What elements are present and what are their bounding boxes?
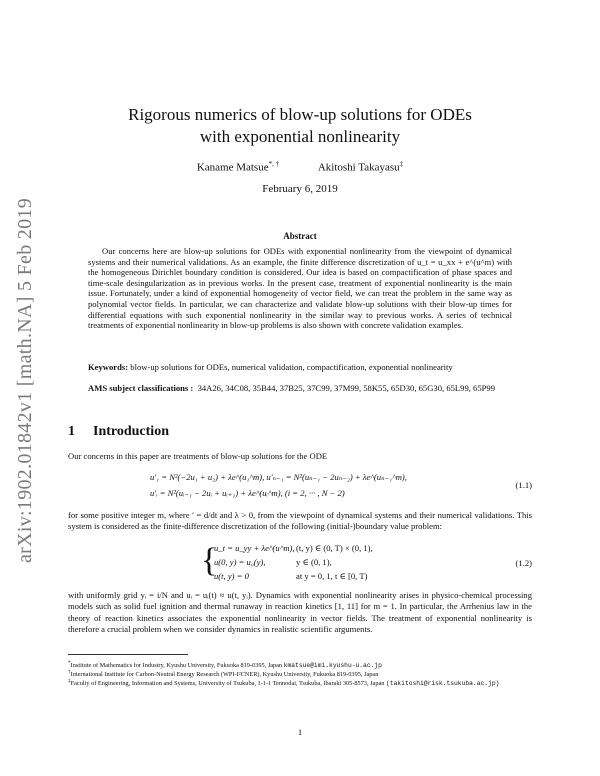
author-1 [197,160,279,174]
author-list [68,160,532,174]
section-title: Introduction [93,424,169,439]
paper-title [68,104,532,148]
footnote-3-text: Faculty of Engineering, Information and Systems, University of Tsukuba, 1-1-1 Tennodai, Tsukuba, Ibaraki 305-8573, Japan [70,680,387,688]
author-1-name: Kaname Matsue [196,161,269,174]
eq2-row-1-lhs: u_t = u_yy + λe^(u^m), [214,543,295,553]
footnote-1-text: Institute of Mathematics for Industry, Kyushu University, Fukuoka 819-0395, Japan [70,662,284,670]
eq2-row-1-cond: (t, y) ∈ (0, T) × (0, 1), [296,543,373,553]
footnote-3 [68,677,532,688]
eq1-line-2: u'ᵢ = N²(uᵢ₋₁ − 2uᵢ + uᵢ₊₁) + λe^(uᵢ^m), (i = 2, ··· , N − 2) [150,488,345,498]
footnote-1-email[interactable]: kmatsue@imi.kyushu-u.ac.jp [283,662,382,670]
eq1-tag: (1.1) [515,480,532,490]
section-heading [68,424,169,440]
keywords-label: Keywords: [88,362,129,372]
keywords [88,362,528,372]
eq2-brace: { [201,542,218,579]
author-2-mark: ‡ [399,160,404,168]
eq2-row-3-cond: at y = 0, 1, t ∈ [0, T) [296,571,368,581]
ams-classification [88,383,512,394]
page-number: 1 [297,727,303,737]
section-number: 1 [68,424,75,439]
abstract-heading: Abstract [283,231,317,241]
ams-label: AMS subject classifications : [88,383,194,393]
abstract-text: Our concerns here are blow-up solutions for ODEs with exponential nonlinearity from the viewpoint of dynamical systems and their numerical validations. As an example, the finite difference discretization of u_t = u_xx + e^(u^m) with the homogeneous Dirichlet boundary condition is considered. Our idea is based on compactification of phase spaces and time-scale desingularization as in previous works. In the present case, treatment of exponential nonlinearity is the main issue. Fortunately, under a kind of exponential homogeneity of vector field, we can treat the problem in the same way as polynomial vector fields. In particular, we can characterize and validate blow-up solutions with their blow-up times for differential equations with such exponential nonlinearity in the similar way to previous works. A series of technical treatments of exponential nonlinearity in blow-up problems is also shown with concrete validation examples. [88,246,512,331]
eq2-row-2-lhs: u(0, y) = u₀(y), [214,557,266,567]
equation-1-2 [68,543,532,583]
footnote-3-email[interactable]: (takitoshi@risk.tsukuba.ac.jp) [386,680,500,688]
paper-date: February 6, 2019 [262,183,338,195]
author-1-mark: *, † [268,160,280,168]
intro-paragraph-1: Our concerns in this paper are treatments of blow-up solutions for the ODE [68,451,328,461]
title-line-1: Rigorous numerics of blow-up solutions for ODEs [128,105,472,124]
keywords-text: blow-up solutions for ODEs, numerical validation, compactification, exponential nonlinearity [130,362,453,372]
footnote-1-mark: * [68,660,71,666]
arxiv-stamp [8,197,42,563]
eq2-tag: (1.2) [515,558,532,568]
author-2-name: Akitoshi Takayasu [317,161,400,174]
footnote-2-text: International Institute for Carbon-Neutral Energy Research (WPI-I²CNER), Kyushu University, Fukuoka 819-0395, Japan [70,671,379,679]
title-line-2: with exponential nonlinearity [199,127,401,146]
intro-paragraph-3: with uniformly grid yᵢ = i/N and uᵢ = uᵢ(t) ≈ u(t, yᵢ). Dynamics with exponential nonlinearity arises in physico-chemical processing models such as solid fuel ignition and thermal runaway in reaction kinetics [1, 11] for m = 1. In particular, the Arrhenius law in the theory of reaction kinetics associates the exponential nonlinearity in vector fields. The treatment of exponential nonlinearity is therefore a crucial problem when we consider dynamics in realistic scientific arguments. [68,590,532,635]
arxiv-stamp-text: arXiv:1902.01842v1 [math.NA] 5 Feb 2019 [13,197,36,563]
ams-codes: 34A26, 34C08, 35B44, 37B25, 37C99, 37M99, 58K55, 65D30, 65G30, 65L99, 65P99 [197,383,496,393]
equation-1-1 [68,472,532,502]
eq1-line-1: u'₁ = N²(−2u₁ + u₂) + λe^(u₁^m), u'ₙ₋₁ = N²(uₙ₋₁ − 2uₙ₋₂) + λe^(uₙ₋₁^m), [150,472,407,482]
author-2 [318,160,403,174]
footnote-2-mark: † [68,669,71,675]
footnote-3-mark: ‡ [68,678,71,684]
footnote-rule [68,654,188,655]
intro-paragraph-2: for some positive integer m, where ′ = d/dt and λ > 0, from the viewpoint of dynamical systems and their numerical validations. This system is considered as the finite-difference discretization of the following (initial-)boundary value problem: [68,510,532,532]
eq2-row-2-cond: y ∈ (0, 1), [296,557,332,567]
eq2-row-3-lhs: u(t, y) = 0 [214,571,249,581]
